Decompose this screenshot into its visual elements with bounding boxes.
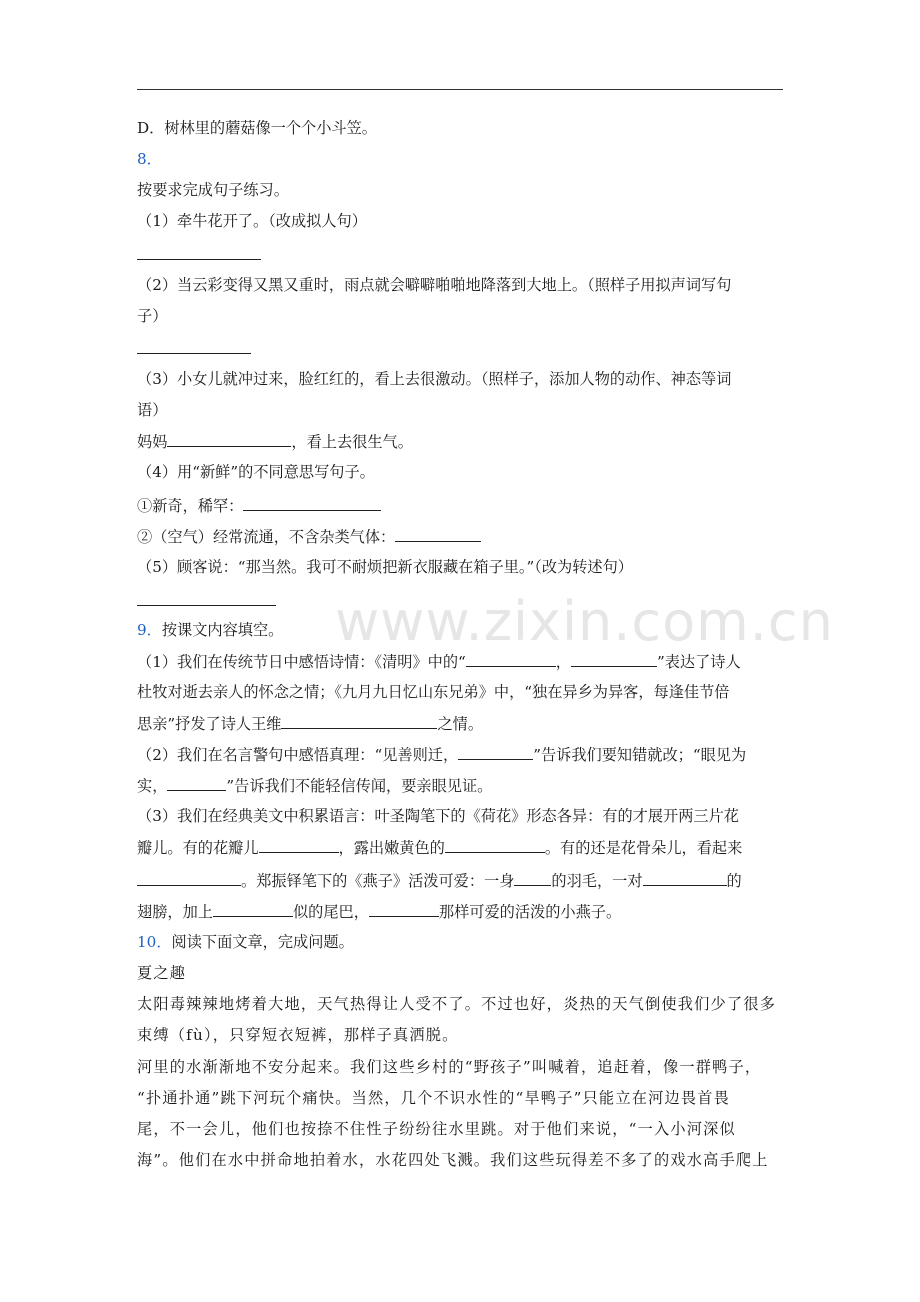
meaning-label: ②（空气）经常流通，不含杂类气体： <box>137 528 396 546</box>
question-8-item-3: （3）小女儿就冲过来，脸红红的，看上去很激动。（照样子，添加人物的动作、神态等词 <box>137 370 732 388</box>
passage-paragraph-2-cont: “扑通扑通”跳下河玩个痛快。当然，几个不识水性的“旱鸭子”只能立在河边畏首畏 <box>137 1089 731 1107</box>
passage-paragraph-1-cont: 束缚（fù），只穿短衣短裤，那样子真洒脱。 <box>137 1026 459 1044</box>
fill-blank[interactable] <box>466 651 556 667</box>
text-segment: ”告诉我们要知错就改；“眼见为 <box>533 746 747 764</box>
fill-blank[interactable] <box>259 837 339 853</box>
text-segment: （1）我们在传统节日中感悟诗情：《清明》中的“ <box>137 653 466 671</box>
fill-blank[interactable] <box>458 744 533 760</box>
text-segment: 那样可爱的活泼的小燕子。 <box>438 903 622 921</box>
text-segment: 的羽毛，一对 <box>551 872 643 890</box>
fill-blank[interactable] <box>137 244 261 260</box>
fill-blank[interactable] <box>137 870 241 886</box>
question-8-item-1: （1）牵牛花开了。（改成拟人句） <box>137 212 367 230</box>
question-9-item-3-cont2 <box>137 870 742 891</box>
question-10-heading <box>137 932 354 952</box>
text-segment: 瓣儿。有的花瓣儿 <box>137 839 259 857</box>
answer-blank-8-1 <box>137 244 261 265</box>
text-segment: ， <box>555 653 571 671</box>
question-8-number: 8． <box>137 150 162 168</box>
passage-title: 夏之趣 <box>137 964 187 982</box>
fill-blank[interactable] <box>137 590 276 606</box>
text-segment: （2）我们在名言警句中感悟真理：“见善则迁， <box>137 746 459 764</box>
text-segment: ”告诉我们不能轻信传闻，要亲眼见证。 <box>226 777 493 795</box>
fill-blank[interactable] <box>395 526 481 542</box>
answer-blank-8-2 <box>137 338 251 359</box>
question-8-item-5: （5）顾客说：“那当然。我可不耐烦把新衣服藏在箱子里。”（改为转述句） <box>137 558 633 576</box>
question-9-intro: 按课文内容填空。 <box>161 621 284 639</box>
meaning-label: ①新奇，稀罕： <box>137 497 244 515</box>
text-segment: 。有的还是花骨朵儿，看起来 <box>544 839 743 857</box>
answer-blank-8-5 <box>137 590 276 611</box>
text-segment: 实， <box>137 777 168 795</box>
text-segment: 之情。 <box>437 715 484 733</box>
question-9-item-3-cont <box>137 837 742 858</box>
top-divider <box>137 89 783 90</box>
question-10-number: 10． <box>137 933 172 951</box>
question-9-item-3: （3）我们在经典美文中积累语言：叶圣陶笔下的《荷花》形态各异：有的才展开两三片花 <box>137 807 739 825</box>
question-8-intro: 按要求完成句子练习。 <box>137 181 289 199</box>
text-segment: 。郑振铎笔下的《燕子》活泼可爱：一身 <box>241 872 515 890</box>
question-8-item-4b <box>137 526 481 547</box>
option-d: D．树林里的蘑菇像一个个小斗笠。 <box>137 119 377 137</box>
sentence-suffix: ，看上去很生气。 <box>291 433 413 451</box>
fill-blank[interactable] <box>213 901 293 917</box>
question-9-item-2-cont <box>137 775 492 796</box>
fill-blank[interactable] <box>167 431 291 447</box>
fill-blank[interactable] <box>445 837 545 853</box>
passage-paragraph-2: 河里的水渐渐地不安分起来。我们这些乡村的“野孩子”叫喊着，追赶着，像一群鸭子， <box>137 1058 762 1076</box>
question-8-item-4: （4）用“新鲜”的不同意思写句子。 <box>137 463 375 481</box>
question-9-number: 9． <box>137 621 162 639</box>
question-9-item-1 <box>137 651 741 672</box>
question-9-item-2 <box>137 744 746 765</box>
passage-paragraph-2-cont2: 尾，不一会儿，他们也按捺不住性子纷纷往水里跳。对于他们来说，“一入小河深似 <box>137 1120 736 1138</box>
fill-blank[interactable] <box>243 495 381 511</box>
text-segment: 翅膀，加上 <box>137 903 213 921</box>
question-8-item-3-cont: 语） <box>137 401 168 419</box>
watermark-text: www.zixin.com.cn <box>335 590 834 653</box>
passage-paragraph-2-cont3: 海”。他们在水中拼命地拍着水，水花四处飞溅。我们这些玩得差不多了的戏水高手爬上 <box>137 1151 769 1169</box>
text-segment: ，露出嫩黄色的 <box>338 839 445 857</box>
question-9-item-3-cont3 <box>137 901 621 922</box>
text-segment: ”表达了诗人 <box>656 653 741 671</box>
fill-blank[interactable] <box>137 338 251 354</box>
text-segment: 思亲”抒发了诗人王维 <box>137 715 282 733</box>
question-10-intro: 阅读下面文章，完成问题。 <box>171 933 354 951</box>
question-8-item-4a <box>137 495 381 516</box>
question-9-heading <box>137 620 283 640</box>
fill-blank[interactable] <box>369 901 439 917</box>
question-9-item-1-cont: 杜牧对逝去亲人的怀念之情；《九月九日忆山东兄弟》中，“独在异乡为异客，每逢佳节倍 <box>137 683 730 701</box>
sentence-prefix: 妈妈 <box>137 433 168 451</box>
passage-paragraph-1: 太阳毒辣辣地烤着大地，天气热得让人受不了。不过也好，炎热的天气倒使我们少了很多 <box>137 995 777 1013</box>
fill-blank[interactable] <box>281 713 437 729</box>
question-8-item-2: （2）当云彩变得又黑又重时，雨点就会噼噼啪啪地降落到大地上。（照样子用拟声词写句 <box>137 276 732 294</box>
question-9-item-1-end <box>137 713 483 734</box>
question-8-item-2-cont: 子） <box>137 307 168 325</box>
text-segment: 的 <box>726 872 742 890</box>
fill-blank[interactable] <box>643 870 727 886</box>
fill-blank[interactable] <box>571 651 657 667</box>
fill-blank[interactable] <box>167 775 226 791</box>
question-8-item-3-sentence <box>137 431 413 452</box>
text-segment: 似的尾巴， <box>292 903 369 921</box>
fill-blank[interactable] <box>514 870 551 886</box>
